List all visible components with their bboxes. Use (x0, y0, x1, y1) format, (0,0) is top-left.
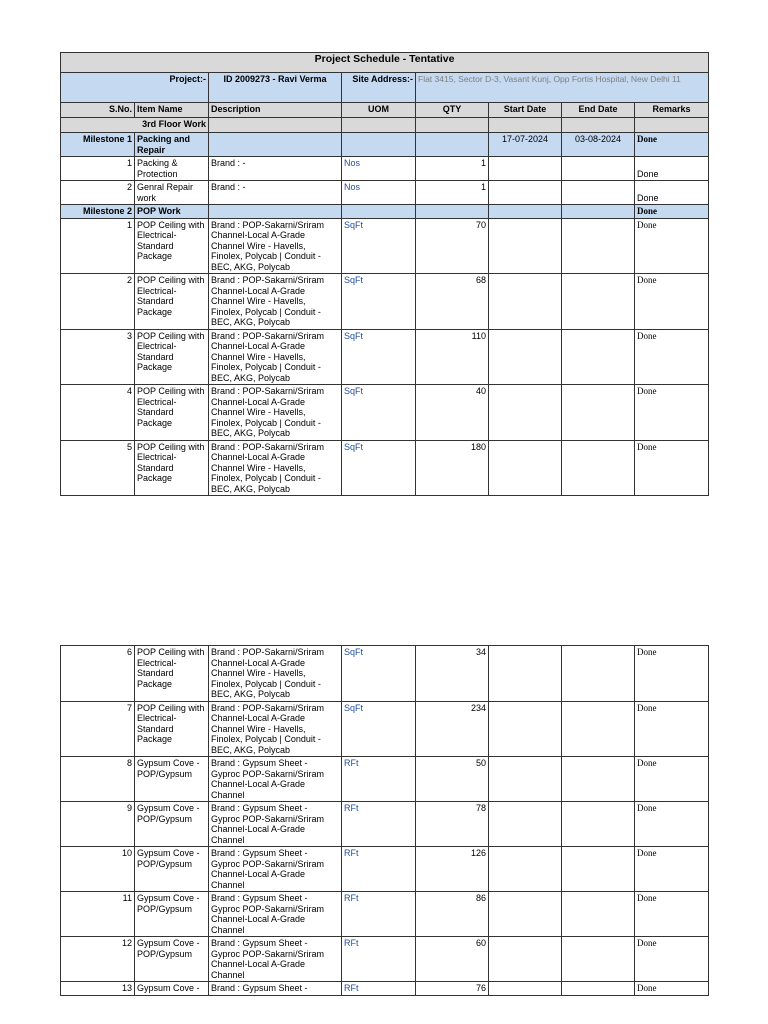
table-row (61, 802, 709, 847)
row-end-date (562, 847, 635, 892)
row-end-date (562, 982, 635, 996)
row-end-date (562, 274, 635, 330)
header-start-date: Start Date (489, 103, 562, 118)
row-sno: 6 (61, 646, 135, 702)
row-sno: 7 (61, 701, 135, 757)
row-remarks: Done (635, 274, 709, 330)
row-qty: 180 (416, 440, 489, 496)
row-remarks: Done (635, 892, 709, 937)
row-sno: 12 (61, 937, 135, 982)
row-start-date (489, 385, 562, 441)
row-qty: 110 (416, 329, 489, 385)
row-end-date (562, 802, 635, 847)
row-item-name: POP Ceiling with Electrical-Standard Package (135, 646, 209, 702)
table-row (61, 937, 709, 982)
row-start-date (489, 218, 562, 274)
row-sno: 3 (61, 329, 135, 385)
row-start-date (489, 701, 562, 757)
table-row (61, 218, 709, 274)
row-sno: 13 (61, 982, 135, 996)
row-item-name: POP Ceiling with Electrical-Standard Package (135, 274, 209, 330)
header-remarks: Remarks (635, 103, 709, 118)
milestone-row (61, 133, 709, 157)
table-row (61, 440, 709, 496)
section-title: 3rd Floor Work (61, 118, 209, 133)
row-remarks: Done (635, 385, 709, 441)
row-remarks: Done (635, 937, 709, 982)
table-row (61, 329, 709, 385)
row-qty: 1 (416, 157, 489, 181)
row-end-date (562, 757, 635, 802)
row-start-date (489, 440, 562, 496)
title-row (61, 53, 709, 73)
row-description: Brand : POP-Sakarni/Sriram Channel-Local A-Grade Channel Wire - Havells, Finolex, Polycab | Conduit - BEC, AKG, Polycab (209, 218, 342, 274)
row-item-name: Genral Repair work (135, 181, 209, 205)
row-qty: 78 (416, 802, 489, 847)
table-row (61, 646, 709, 702)
row-uom: RFt (342, 937, 416, 982)
table-row (61, 982, 709, 996)
row-qty: 40 (416, 385, 489, 441)
row-uom: RFt (342, 892, 416, 937)
row-start-date (489, 646, 562, 702)
row-qty: 70 (416, 218, 489, 274)
table-row (61, 847, 709, 892)
row-uom: SqFt (342, 440, 416, 496)
row-sno: 2 (61, 181, 135, 205)
row-remarks: Done (635, 802, 709, 847)
row-qty: 126 (416, 847, 489, 892)
row-uom: RFt (342, 847, 416, 892)
row-start-date (489, 757, 562, 802)
header-item-name: Item Name (135, 103, 209, 118)
row-description: Brand : Gypsum Sheet - Gyproc POP-Sakarni/Sriram Channel-Local A-Grade Channel (209, 802, 342, 847)
row-item-name: Gypsum Cove - POP/Gypsum (135, 847, 209, 892)
row-uom: SqFt (342, 385, 416, 441)
row-description: Brand : POP-Sakarni/Sriram Channel-Local A-Grade Channel Wire - Havells, Finolex, Polycab | Conduit - BEC, AKG, Polycab (209, 385, 342, 441)
row-item-name: POP Ceiling with Electrical-Standard Package (135, 440, 209, 496)
row-sno: 8 (61, 757, 135, 802)
header-description: Description (209, 103, 342, 118)
row-description: Brand : Gypsum Sheet - Gyproc POP-Sakarni/Sriram Channel-Local A-Grade Channel (209, 892, 342, 937)
section-row (61, 118, 709, 133)
header-uom: UOM (342, 103, 416, 118)
row-qty: 34 (416, 646, 489, 702)
row-remarks: Done (635, 701, 709, 757)
row-qty: 1 (416, 181, 489, 205)
row-qty: 60 (416, 937, 489, 982)
schedule-table-page2 (60, 645, 709, 996)
row-remarks: Done (635, 847, 709, 892)
table-row (61, 757, 709, 802)
row-sno: 11 (61, 892, 135, 937)
row-item-name: POP Ceiling with Electrical-Standard Package (135, 329, 209, 385)
row-end-date (562, 329, 635, 385)
schedule-table-page1 (60, 52, 709, 496)
row-description: Brand : - (209, 181, 342, 205)
project-label: Project:- (61, 73, 209, 103)
row-start-date (489, 892, 562, 937)
row-description: Brand : POP-Sakarni/Sriram Channel-Local A-Grade Channel Wire - Havells, Finolex, Polycab | Conduit - BEC, AKG, Polycab (209, 440, 342, 496)
header-row (61, 103, 709, 118)
milestone-name: POP Work (135, 205, 209, 219)
row-sno: 1 (61, 157, 135, 181)
row-description: Brand : Gypsum Sheet - Gyproc POP-Sakarni/Sriram Channel-Local A-Grade Channel (209, 937, 342, 982)
row-sno: 10 (61, 847, 135, 892)
row-end-date (562, 218, 635, 274)
site-address-value: Flat 3415, Sector D-3, Vasant Kunj, Opp Fortis Hospital, New Delhi 11 (416, 73, 709, 103)
row-item-name: Gypsum Cove - (135, 982, 209, 996)
row-end-date (562, 646, 635, 702)
row-description: Brand : POP-Sakarni/Sriram Channel-Local A-Grade Channel Wire - Havells, Finolex, Polycab | Conduit - BEC, AKG, Polycab (209, 274, 342, 330)
header-sno: S.No. (61, 103, 135, 118)
row-uom: SqFt (342, 274, 416, 330)
row-uom: SqFt (342, 701, 416, 757)
row-remarks: Done (635, 157, 709, 181)
row-remarks: Done (635, 329, 709, 385)
milestone-name: Packing and Repair (135, 133, 209, 157)
milestone-label: Milestone 2 (61, 205, 135, 219)
milestone-end-date: 03-08-2024 (562, 133, 635, 157)
row-end-date (562, 440, 635, 496)
row-remarks: Done (635, 181, 709, 205)
row-qty: 50 (416, 757, 489, 802)
row-uom: SqFt (342, 646, 416, 702)
row-remarks: Done (635, 646, 709, 702)
row-qty: 76 (416, 982, 489, 996)
table-row (61, 385, 709, 441)
row-description: Brand : POP-Sakarni/Sriram Channel-Local A-Grade Channel Wire - Havells, Finolex, Polycab | Conduit - BEC, AKG, Polycab (209, 646, 342, 702)
row-qty: 234 (416, 701, 489, 757)
row-qty: 86 (416, 892, 489, 937)
row-end-date (562, 892, 635, 937)
row-item-name: Gypsum Cove - POP/Gypsum (135, 892, 209, 937)
table-row (61, 274, 709, 330)
row-start-date (489, 274, 562, 330)
header-end-date: End Date (562, 103, 635, 118)
site-address-label: Site Address:- (342, 73, 416, 103)
row-item-name: POP Ceiling with Electrical-Standard Package (135, 218, 209, 274)
row-uom: Nos (342, 157, 416, 181)
row-sno: 4 (61, 385, 135, 441)
row-uom: RFt (342, 802, 416, 847)
row-item-name: Packing & Protection (135, 157, 209, 181)
row-uom: RFt (342, 982, 416, 996)
milestone-start-date: 17-07-2024 (489, 133, 562, 157)
table-row (61, 181, 709, 205)
row-uom: SqFt (342, 329, 416, 385)
milestone-remarks: Done (635, 133, 709, 157)
row-remarks: Done (635, 982, 709, 996)
row-remarks: Done (635, 757, 709, 802)
row-description: Brand : POP-Sakarni/Sriram Channel-Local A-Grade Channel Wire - Havells, Finolex, Polycab | Conduit - BEC, AKG, Polycab (209, 701, 342, 757)
project-row (61, 73, 709, 103)
page-title: Project Schedule - Tentative (61, 53, 709, 73)
row-end-date (562, 937, 635, 982)
row-sno: 5 (61, 440, 135, 496)
row-end-date (562, 701, 635, 757)
row-start-date (489, 982, 562, 996)
row-description: Brand : Gypsum Sheet - (209, 982, 342, 996)
milestone-label: Milestone 1 (61, 133, 135, 157)
row-item-name: Gypsum Cove - POP/Gypsum (135, 757, 209, 802)
row-remarks: Done (635, 218, 709, 274)
milestone-row (61, 205, 709, 219)
project-value: ID 2009273 - Ravi Verma (209, 73, 342, 103)
header-qty: QTY (416, 103, 489, 118)
row-qty: 68 (416, 274, 489, 330)
row-end-date (562, 385, 635, 441)
row-start-date (489, 847, 562, 892)
row-description: Brand : Gypsum Sheet - Gyproc POP-Sakarni/Sriram Channel-Local A-Grade Channel (209, 757, 342, 802)
milestone-remarks: Done (635, 205, 709, 219)
row-remarks: Done (635, 440, 709, 496)
row-item-name: Gypsum Cove - POP/Gypsum (135, 802, 209, 847)
row-description: Brand : Gypsum Sheet - Gyproc POP-Sakarni/Sriram Channel-Local A-Grade Channel (209, 847, 342, 892)
table-row (61, 157, 709, 181)
row-sno: 9 (61, 802, 135, 847)
row-start-date (489, 329, 562, 385)
row-item-name: POP Ceiling with Electrical-Standard Package (135, 385, 209, 441)
row-uom: SqFt (342, 218, 416, 274)
row-uom: Nos (342, 181, 416, 205)
row-start-date (489, 937, 562, 982)
row-item-name: POP Ceiling with Electrical-Standard Package (135, 701, 209, 757)
table-row (61, 701, 709, 757)
row-sno: 1 (61, 218, 135, 274)
row-start-date (489, 802, 562, 847)
row-item-name: Gypsum Cove - POP/Gypsum (135, 937, 209, 982)
row-sno: 2 (61, 274, 135, 330)
table-row (61, 892, 709, 937)
row-description: Brand : - (209, 157, 342, 181)
row-uom: RFt (342, 757, 416, 802)
row-description: Brand : POP-Sakarni/Sriram Channel-Local A-Grade Channel Wire - Havells, Finolex, Polycab | Conduit - BEC, AKG, Polycab (209, 329, 342, 385)
